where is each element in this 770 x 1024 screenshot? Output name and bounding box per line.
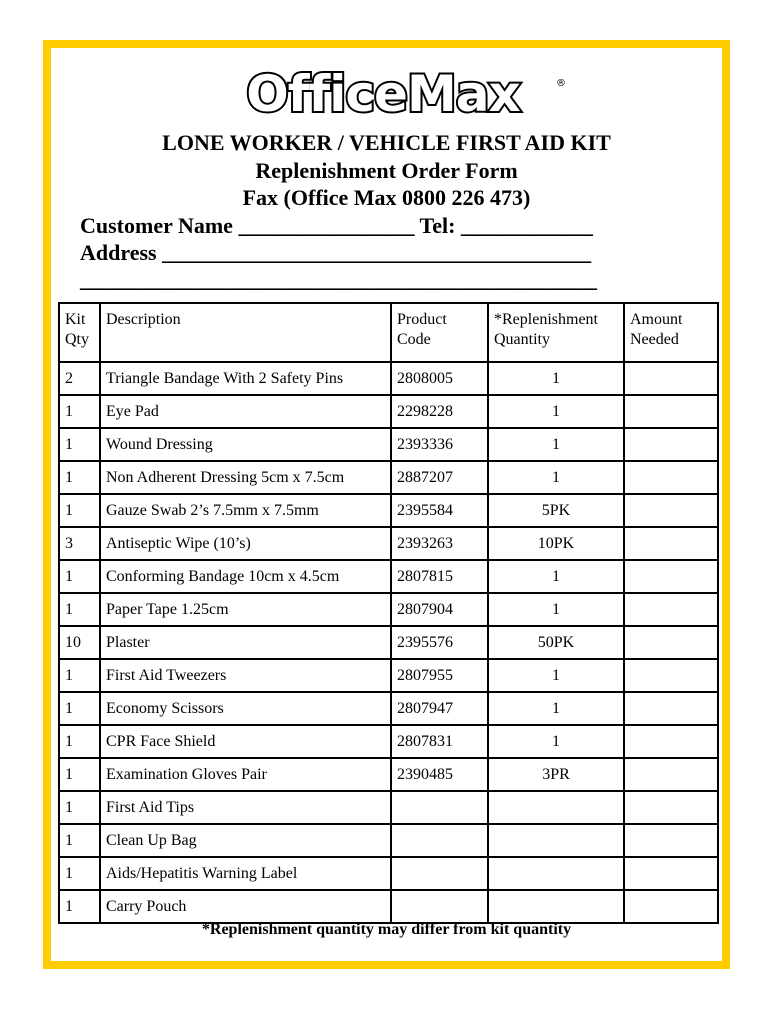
table-row — [59, 461, 718, 494]
replenishment-quantity-cell: 5PK — [488, 494, 624, 527]
product-code-cell — [391, 890, 488, 923]
product-code-cell: 2807904 — [391, 593, 488, 626]
officemax-logo: OfficeMax — [246, 65, 520, 123]
kit-qty-cell: 1 — [59, 791, 100, 824]
description-cell: Aids/Hepatitis Warning Label — [100, 857, 391, 890]
table-header-row — [59, 303, 718, 362]
amount-needed-cell[interactable] — [624, 890, 718, 923]
amount-needed-cell[interactable] — [624, 791, 718, 824]
amount-needed-cell[interactable] — [624, 659, 718, 692]
product-code-cell: 2393263 — [391, 527, 488, 560]
amount-needed-cell[interactable] — [624, 725, 718, 758]
amount-needed-cell[interactable] — [624, 395, 718, 428]
replenishment-quantity-cell: 1 — [488, 428, 624, 461]
form-subtitle: Replenishment Order Form — [255, 158, 518, 183]
replenishment-quantity-cell: 1 — [488, 362, 624, 395]
product-code-cell: 2393336 — [391, 428, 488, 461]
replenishment-quantity-cell: 1 — [488, 593, 624, 626]
product-code-cell: 2807815 — [391, 560, 488, 593]
address-field[interactable]: Address _______________________________________ — [80, 240, 592, 265]
replenishment-quantity-cell: 1 — [488, 461, 624, 494]
product-code-cell — [391, 824, 488, 857]
replenishment-quantity-cell: 10PK — [488, 527, 624, 560]
product-code-cell: 2807831 — [391, 725, 488, 758]
product-code-cell: 2807947 — [391, 692, 488, 725]
form-title: LONE WORKER / VEHICLE FIRST AID KIT — [162, 130, 611, 155]
description-cell: Paper Tape 1.25cm — [100, 593, 391, 626]
description-cell: Conforming Bandage 10cm x 4.5cm — [100, 560, 391, 593]
kit-qty-cell: 1 — [59, 593, 100, 626]
description-cell: Gauze Swab 2’s 7.5mm x 7.5mm — [100, 494, 391, 527]
product-code-cell: 2807955 — [391, 659, 488, 692]
replenishment-quantity-cell — [488, 791, 624, 824]
replenishment-quantity-cell — [488, 857, 624, 890]
table-row — [59, 494, 718, 527]
product-code-cell: 2395576 — [391, 626, 488, 659]
kit-qty-cell: 1 — [59, 758, 100, 791]
description-cell: CPR Face Shield — [100, 725, 391, 758]
description-cell: Eye Pad — [100, 395, 391, 428]
kit-qty-cell: 1 — [59, 824, 100, 857]
kit-qty-cell: 1 — [59, 461, 100, 494]
table-row — [59, 692, 718, 725]
column-header-description: Description — [100, 303, 391, 362]
description-cell: First Aid Tips — [100, 791, 391, 824]
kit-qty-cell: 1 — [59, 395, 100, 428]
product-code-cell — [391, 857, 488, 890]
replenishment-quantity-cell: 1 — [488, 395, 624, 428]
column-header-product-code: Product Code — [391, 303, 488, 362]
table-row — [59, 725, 718, 758]
fax-line: Fax (Office Max 0800 226 473) — [242, 185, 531, 210]
replenishment-quantity-cell: 1 — [488, 692, 624, 725]
amount-needed-cell[interactable] — [624, 527, 718, 560]
description-cell: Carry Pouch — [100, 890, 391, 923]
column-header-replenishment-quantity: *Replenishment Quantity — [488, 303, 624, 362]
table-row — [59, 428, 718, 461]
description-cell: Non Adherent Dressing 5cm x 7.5cm — [100, 461, 391, 494]
order-table — [58, 302, 719, 924]
kit-qty-cell: 2 — [59, 362, 100, 395]
amount-needed-cell[interactable] — [624, 362, 718, 395]
customer-name-field[interactable]: Customer Name ________________ Tel: ____________ — [80, 213, 593, 238]
amount-needed-cell[interactable] — [624, 593, 718, 626]
replenishment-quantity-cell — [488, 824, 624, 857]
form-frame — [43, 40, 730, 969]
product-code-cell: 2298228 — [391, 395, 488, 428]
description-cell: Economy Scissors — [100, 692, 391, 725]
amount-needed-cell[interactable] — [624, 626, 718, 659]
description-cell: Wound Dressing — [100, 428, 391, 461]
table-row — [59, 857, 718, 890]
replenishment-quantity-cell — [488, 890, 624, 923]
table-row — [59, 593, 718, 626]
kit-qty-cell: 1 — [59, 725, 100, 758]
amount-needed-cell[interactable] — [624, 758, 718, 791]
description-cell: Plaster — [100, 626, 391, 659]
table-row — [59, 791, 718, 824]
kit-qty-cell: 1 — [59, 560, 100, 593]
order-rows — [59, 362, 718, 923]
replenishment-quantity-cell: 1 — [488, 659, 624, 692]
amount-needed-cell[interactable] — [624, 461, 718, 494]
kit-qty-cell: 1 — [59, 494, 100, 527]
kit-qty-cell: 10 — [59, 626, 100, 659]
replenishment-note: *Replenishment quantity may differ from kit quantity — [201, 921, 572, 938]
amount-needed-cell[interactable] — [624, 824, 718, 857]
table-row — [59, 824, 718, 857]
kit-qty-cell: 1 — [59, 692, 100, 725]
column-header-kit-qty: Kit Qty — [59, 303, 100, 362]
replenishment-quantity-cell: 50PK — [488, 626, 624, 659]
kit-qty-cell: 1 — [59, 659, 100, 692]
description-cell: Clean Up Bag — [100, 824, 391, 857]
kit-qty-cell: 1 — [59, 890, 100, 923]
column-header-amount-needed: Amount Needed — [624, 303, 718, 362]
kit-qty-cell: 1 — [59, 857, 100, 890]
description-cell: Triangle Bandage With 2 Safety Pins — [100, 362, 391, 395]
table-row — [59, 362, 718, 395]
table-row — [59, 758, 718, 791]
table-row — [59, 527, 718, 560]
amount-needed-cell[interactable] — [624, 560, 718, 593]
description-cell: First Aid Tweezers — [100, 659, 391, 692]
table-row — [59, 890, 718, 923]
table-row — [59, 659, 718, 692]
product-code-cell — [391, 791, 488, 824]
product-code-cell: 2390485 — [391, 758, 488, 791]
replenishment-quantity-cell: 3PR — [488, 758, 624, 791]
replenishment-quantity-cell: 1 — [488, 725, 624, 758]
product-code-cell: 2395584 — [391, 494, 488, 527]
amount-needed-cell[interactable] — [624, 428, 718, 461]
address-continuation-field[interactable]: _______________________________________________ — [80, 267, 597, 292]
kit-qty-cell: 3 — [59, 527, 100, 560]
registered-mark: ® — [556, 78, 566, 89]
kit-qty-cell: 1 — [59, 428, 100, 461]
replenishment-quantity-cell: 1 — [488, 560, 624, 593]
amount-needed-cell[interactable] — [624, 857, 718, 890]
product-code-cell: 2808005 — [391, 362, 488, 395]
table-row — [59, 395, 718, 428]
table-row — [59, 626, 718, 659]
description-cell: Examination Gloves Pair — [100, 758, 391, 791]
amount-needed-cell[interactable] — [624, 692, 718, 725]
table-row — [59, 560, 718, 593]
description-cell: Antiseptic Wipe (10’s) — [100, 527, 391, 560]
amount-needed-cell[interactable] — [624, 494, 718, 527]
product-code-cell: 2887207 — [391, 461, 488, 494]
